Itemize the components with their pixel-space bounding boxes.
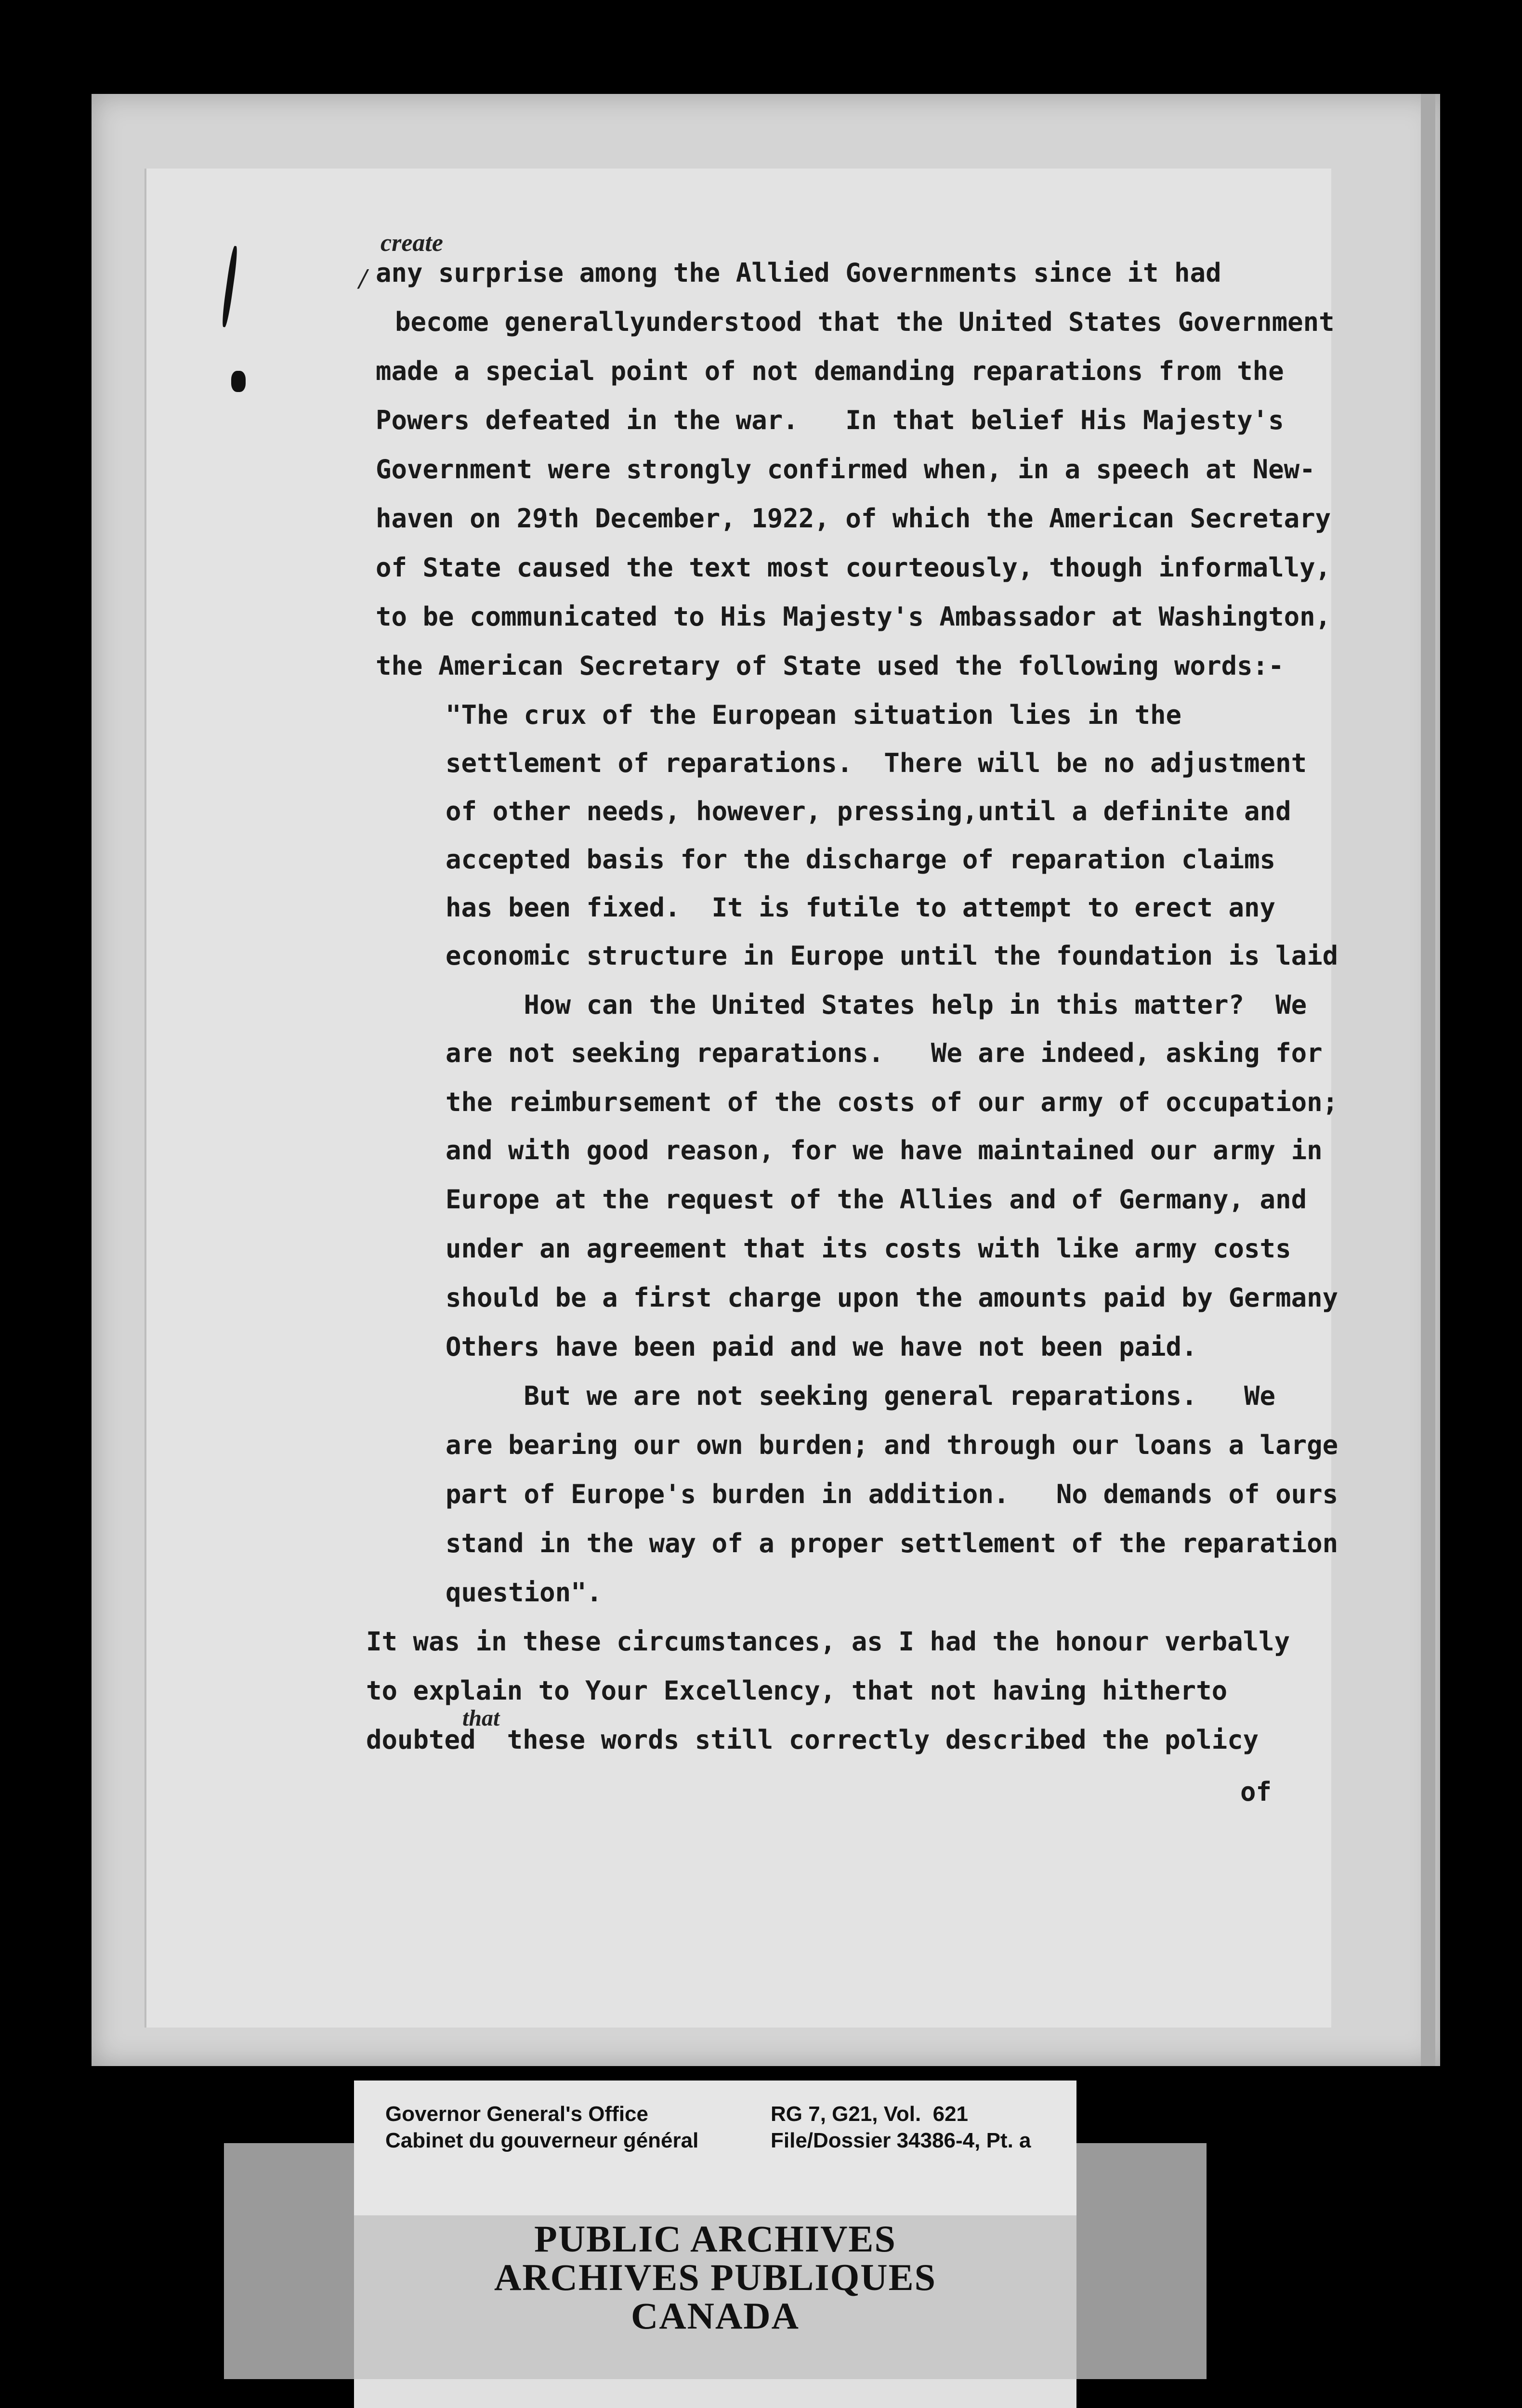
quote-line: are bearing our own burden; and through our loans a large <box>446 1430 1338 1460</box>
body-line: haven on 29th December, 1922, of which the American Secretary <box>376 503 1331 534</box>
body-line: of State caused the text most courteously, though informally, <box>376 552 1331 583</box>
quote-line: Others have been paid and we have not been paid. <box>446 1332 1197 1362</box>
quote-line: question". <box>446 1577 603 1608</box>
closing-line: It was in these circumstances, as I had the honour verbally <box>366 1626 1290 1657</box>
body-line: the American Secretary of State used the following words:- <box>376 651 1284 681</box>
handwritten-insertion-create: create <box>380 229 443 257</box>
body-line: any surprise among the Allied Governments since it had <box>376 258 1221 288</box>
quote-line: accepted basis for the discharge of reparation claims <box>446 844 1276 875</box>
quote-line: under an agreement that its costs with like army costs <box>446 1233 1291 1264</box>
label-file: File/Dossier 34386-4, Pt. a <box>771 2129 1031 2152</box>
label-reference: RG 7, G21, Vol. 621 <box>771 2102 969 2126</box>
quote-line: part of Europe's burden in addition. No demands of ours <box>446 1479 1338 1509</box>
quote-line: Europe at the request of the Allies and of Germany, and <box>446 1184 1307 1215</box>
quote-line: of other needs, however, pressing,until a definite and <box>446 796 1291 826</box>
label-office-en: Governor General's Office <box>385 2102 648 2126</box>
stamp-line-canada: CANADA <box>631 2295 800 2337</box>
label-office-fr: Cabinet du gouverneur général <box>385 2129 699 2152</box>
archive-stamp-foot <box>354 2379 1076 2408</box>
quote-line: the reimbursement of the costs of our army of occupation; <box>446 1087 1338 1117</box>
quote-line: stand in the way of a proper settlement of the reparation <box>446 1528 1338 1558</box>
quote-line: should be a first charge upon the amounts paid by Germany <box>446 1283 1338 1313</box>
quote-line: and with good reason, for we have maintained our army in <box>446 1135 1323 1165</box>
quote-line: are not seeking reparations. We are indeed, asking for <box>446 1038 1323 1068</box>
closing-line: doubted these words still correctly described the policy <box>366 1725 1259 1755</box>
body-line: made a special point of not demanding reparations from the <box>376 356 1284 386</box>
caret-mark: / <box>359 263 367 295</box>
quote-line: settlement of reparations. There will be no adjustment <box>446 748 1307 778</box>
quote-line: But we are not seeking general reparations. We <box>446 1381 1276 1411</box>
closing-line: to explain to Your Excellency, that not having hitherto <box>366 1675 1228 1706</box>
body-line: Powers defeated in the war. In that belief His Majesty's <box>376 405 1284 435</box>
catchword: of <box>1240 1777 1272 1807</box>
quote-line: has been fixed. It is futile to attempt to erect any <box>446 892 1276 923</box>
quote-line: How can the United States help in this matter? We <box>446 990 1307 1020</box>
body-line: become generallyunderstood that the United States Government <box>395 307 1335 337</box>
body-line: Government were strongly confirmed when, in a speech at New- <box>376 454 1315 484</box>
handwritten-insertion-that: that <box>462 1705 500 1731</box>
body-line: to be communicated to His Majesty's Ambassador at Washington, <box>376 602 1331 632</box>
quote-line: "The crux of the European situation lies in the <box>446 700 1182 730</box>
stamp-line-archives-publiques: ARCHIVES PUBLIQUES <box>494 2256 937 2298</box>
stamp-line-public-archives: PUBLIC ARCHIVES <box>534 2218 896 2260</box>
quote-line: economic structure in Europe until the foundation is laid <box>446 941 1338 971</box>
